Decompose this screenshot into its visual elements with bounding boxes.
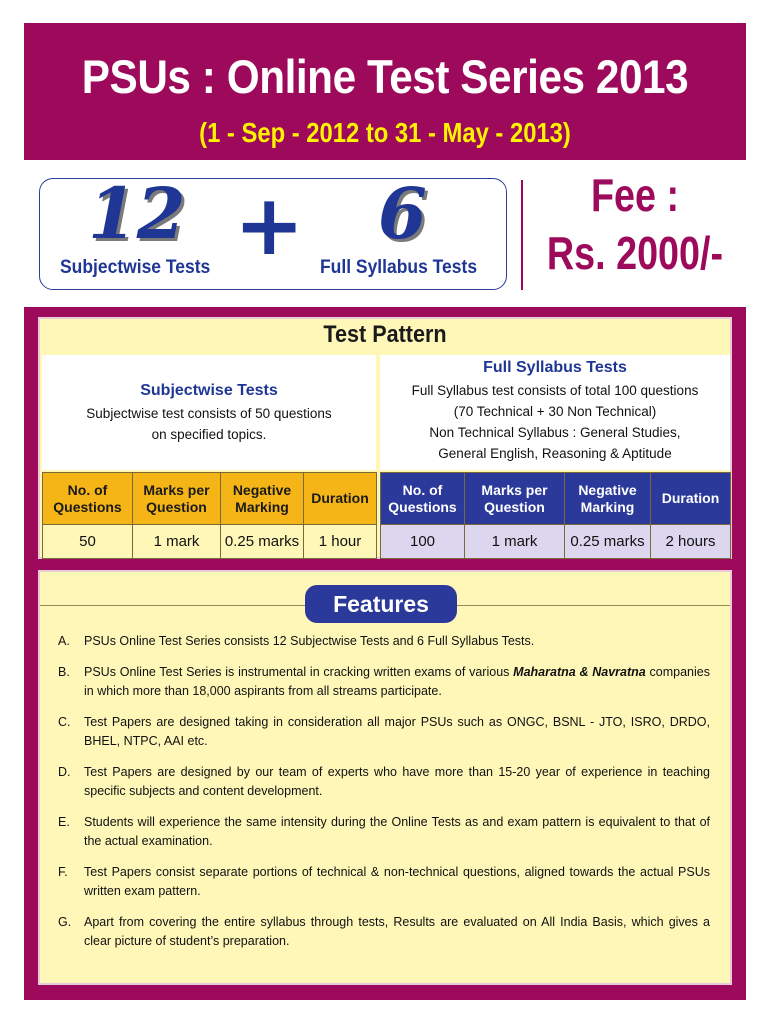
full-syllabus-line: Full Syllabus test consists of total 100 questions <box>411 383 699 398</box>
item-text: Test Papers are designed by our team of experts who have more than 15-20 year of experience in teaching specific subjects and content development. <box>84 765 710 798</box>
item-text: PSUs Online Test Series consists 12 Subjectwise Tests and 6 Full Syllabus Tests. <box>84 634 535 648</box>
list-item <box>58 763 710 801</box>
features-heading: Features <box>305 585 457 623</box>
value-cell: 0.25 marks <box>565 525 651 559</box>
list-item <box>58 632 710 651</box>
poster-frame <box>24 23 746 1000</box>
subjectwise-line: on specified topics. <box>151 427 267 442</box>
subjectwise-count: 12 <box>88 172 186 255</box>
value-cell: 100 <box>381 525 465 559</box>
full-syllabus-line: (70 Technical + 30 Non Technical) <box>453 404 657 419</box>
header-cell: Negative Marking <box>565 473 651 525</box>
tests-count-box <box>39 172 507 290</box>
header-cell: No. of Questions <box>43 473 133 525</box>
features-panel <box>38 570 732 985</box>
summary-band <box>24 160 746 307</box>
full-syllabus-line: Non Technical Syllabus : General Studies, <box>429 425 681 440</box>
item-marker: F. <box>58 865 68 879</box>
table-row <box>381 525 731 559</box>
item-emphasis: Maharatna & Navratna <box>513 665 646 679</box>
full-syllabus-pattern-table <box>380 472 731 559</box>
fee-value: Rs. 2000/- <box>546 227 724 279</box>
full-syllabus-label: Full Syllabus Tests <box>320 257 478 278</box>
subjectwise-description <box>42 355 376 470</box>
features-list <box>58 632 710 963</box>
test-pattern-panel <box>38 317 732 559</box>
value-cell: 50 <box>43 525 133 559</box>
list-item <box>58 863 710 901</box>
table-row <box>43 525 377 559</box>
subjectwise-line: Subjectwise test consists of 50 questions <box>86 406 332 421</box>
header-cell: Marks per Question <box>465 473 565 525</box>
item-marker: A. <box>58 634 70 648</box>
value-cell: 1 mark <box>133 525 221 559</box>
item-marker: G. <box>58 915 72 929</box>
full-syllabus-line: General English, Reasoning & Aptitude <box>438 446 672 461</box>
item-text: Students will experience the same intensity during the Online Tests as and exam pattern is equivalent to that of the actual examination. <box>84 815 710 848</box>
subjectwise-heading: Subjectwise Tests <box>140 382 278 399</box>
plus-sign: + <box>234 176 305 274</box>
value-cell: 0.25 marks <box>221 525 304 559</box>
header-cell: Duration <box>651 473 731 525</box>
divider <box>521 180 523 290</box>
value-cell: 1 hour <box>304 525 377 559</box>
table-header-row <box>43 473 377 525</box>
full-syllabus-heading: Full Syllabus Tests <box>483 359 627 376</box>
item-text: companies in which more than 18,000 aspirants from all streams participate. <box>84 665 710 698</box>
list-item <box>58 813 710 851</box>
test-pattern-title: Test Pattern <box>323 321 447 348</box>
header-cell: Negative Marking <box>221 473 304 525</box>
item-text: Apart from covering the entire syllabus through tests, Results are evaluated on All India Basis, which gives a clear picture of student’s preparation. <box>84 915 710 948</box>
item-text: Test Papers are designed taking in consideration all major PSUs such as ONGC, BSNL - JTO, ISRO, DRDO, BHEL, NTPC, AAI etc. <box>84 715 710 748</box>
full-syllabus-count: 6 <box>378 172 427 255</box>
list-item <box>58 713 710 751</box>
item-marker: E. <box>58 815 70 829</box>
list-item <box>58 913 710 951</box>
list-item <box>58 663 710 701</box>
value-cell: 2 hours <box>651 525 731 559</box>
header-cell: No. of Questions <box>381 473 465 525</box>
header-cell: Duration <box>304 473 377 525</box>
subjectwise-pattern-table <box>42 472 377 559</box>
item-text: Test Papers consist separate portions of technical & non-technical questions, aligned towards the actual PSUs written exam pattern. <box>84 865 710 898</box>
header-cell: Marks per Question <box>133 473 221 525</box>
value-cell: 1 mark <box>465 525 565 559</box>
item-marker: B. <box>58 665 70 679</box>
fee-label: Fee : <box>590 169 680 221</box>
item-marker: D. <box>58 765 71 779</box>
item-marker: C. <box>58 715 71 729</box>
date-range: (1 - Sep - 2012 to 31 - May - 2013) <box>199 117 571 148</box>
subjectwise-label: Subjectwise Tests <box>60 257 211 278</box>
full-syllabus-description <box>380 355 730 470</box>
table-header-row <box>381 473 731 525</box>
page-title: PSUs : Online Test Series 2013 <box>81 50 689 103</box>
item-text: PSUs Online Test Series is instrumental in cracking written exams of various <box>84 665 514 679</box>
